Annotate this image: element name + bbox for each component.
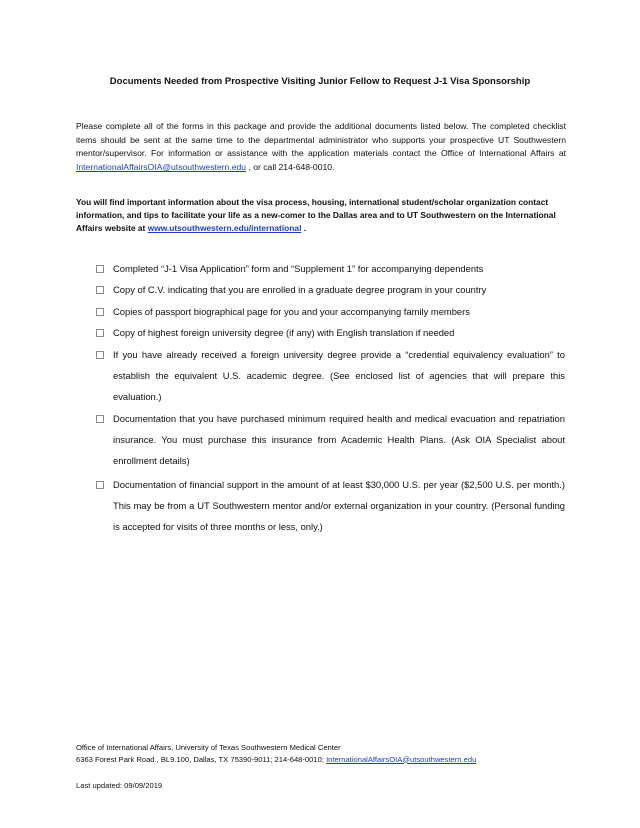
intro-suffix: , or call 214-648-0010. bbox=[246, 162, 335, 173]
checkbox-icon[interactable] bbox=[96, 351, 104, 359]
checklist-item: Completed “J-1 Visa Application” form and “Supplement 1” for accompanying dependents bbox=[113, 263, 484, 274]
footer-contact-line bbox=[76, 754, 576, 766]
checkbox-icon[interactable] bbox=[96, 308, 104, 316]
checklist-item: Documentation that you have purchased minimum required health and medical evacuation and repatriation insurance. You must purchase this insurance from Academic Health Plans. (Ask OIA Specialist about enrollment details) bbox=[113, 413, 565, 466]
website-info-paragraph bbox=[76, 196, 566, 236]
checklist-item: Copy of highest foreign university degree (if any) with English translation if needed bbox=[113, 327, 455, 338]
checkbox-icon[interactable] bbox=[96, 286, 104, 294]
footer-office-line: Office of International Affairs, University of Texas Southwestern Medical Center bbox=[76, 743, 341, 752]
website-info-text: You will find important information about the visa process, housing, international student/scholar organization contact information, and tips to facilitate your life as a new-comer to the Dallas area and to UT Southwestern on the International Affairs website at bbox=[76, 197, 556, 234]
footer-email-link[interactable]: InternationalAffairsOIA@utsouthwestern.edu bbox=[326, 754, 477, 764]
checklist-item: Copies of passport biographical page for you and your accompanying family members bbox=[113, 306, 470, 317]
intro-text: Please complete all of the forms in this package and provide the additional documents listed below. The completed checklist items should be sent at the same time to the departmental administrator who supports your prospective UT Southwestern mentor/supervisor. For information or assistance with the application materials contact the Office of International Affairs at bbox=[76, 121, 566, 159]
checkbox-icon[interactable] bbox=[96, 329, 104, 337]
website-info-suffix: . bbox=[301, 223, 307, 234]
international-website-link[interactable]: www.utsouthwestern.edu/international bbox=[147, 223, 302, 234]
last-updated: Last updated: 09/09/2019 bbox=[76, 781, 163, 790]
footer-address bbox=[76, 742, 576, 765]
checkbox-icon[interactable] bbox=[96, 265, 104, 273]
checklist-item: Documentation of financial support in the amount of at least $30,000 U.S. per year ($2,500 U.S. per month.) This may be from a UT Southwestern mentor and/or external organization in your country. (Personal funding is accepted for visits of three months or less, only.) bbox=[113, 479, 565, 532]
intro-paragraph bbox=[76, 120, 566, 175]
footer-address-text: 6363 Forest Park Road., BL9.100, Dallas, TX 75390-9011; 214-648-0010; bbox=[76, 754, 327, 764]
document-title: Documents Needed from Prospective Visiting Junior Fellow to Request J-1 Visa Sponsorship bbox=[109, 76, 531, 87]
checkbox-icon[interactable] bbox=[96, 415, 104, 423]
checkbox-icon[interactable] bbox=[96, 481, 104, 489]
oia-email-link[interactable]: InternationalAffairsOIA@utsouthwestern.edu bbox=[76, 162, 247, 173]
checklist-item: Copy of C.V. indicating that you are enrolled in a graduate degree program in your country bbox=[113, 284, 487, 295]
checklist-item: If you have already received a foreign university degree provide a “credential equivalency evaluation” to establish the equivalent U.S. academic degree. (See enclosed list of agencies that will prepare this evaluation.) bbox=[113, 349, 565, 402]
